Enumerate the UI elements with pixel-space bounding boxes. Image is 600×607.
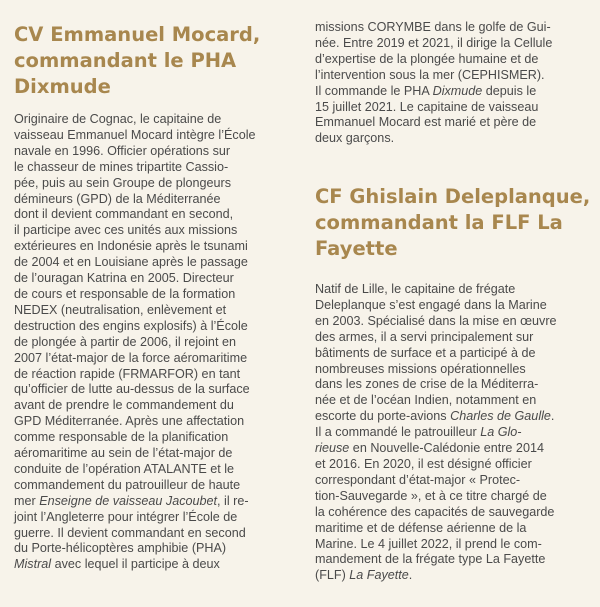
text-line: [14, 414, 256, 430]
text-line: [315, 362, 557, 378]
article2-body: [315, 282, 557, 584]
text-line: [315, 346, 557, 362]
text-segment: née et de l’océan Indien, notamment en: [315, 393, 537, 408]
text-segment: comme responsable de la planification: [14, 430, 229, 445]
text-segment: depuis le: [482, 83, 537, 98]
text-segment: démineurs (GPD) de la Méditerranée: [14, 191, 221, 206]
text-segment: de l’ouragan Katrina en 2005. Directeur: [14, 271, 234, 286]
italic-segment: Mistral: [14, 557, 52, 572]
text-segment: nombreuses missions opérationnelles: [315, 361, 526, 376]
text-line: [315, 330, 557, 346]
text-line: [14, 541, 256, 557]
article1-heading: [14, 0, 304, 100]
text-line: [14, 144, 256, 160]
text-segment: correspondant d’état-major « Protec-: [315, 472, 521, 487]
text-segment: il participe avec ces unités aux missions: [14, 223, 238, 238]
text-segment: .: [408, 568, 413, 583]
text-line: [14, 335, 256, 351]
text-segment: destruction des engins explosifs) à l’École: [14, 318, 248, 333]
text-segment: joint l’Angleterre pour intégrer l’École de: [14, 509, 238, 524]
text-segment: d’expertise de la plongée humaine et de: [315, 51, 539, 66]
text-segment: avec lequel il participe à deux: [51, 557, 220, 572]
text-line: [315, 568, 557, 584]
text-line: [14, 287, 256, 303]
text-line: [14, 128, 256, 144]
text-segment: Deleplanque s’est engagé dans la Marine: [315, 297, 547, 312]
text-line: [14, 192, 256, 208]
text-segment: du Porte-hélicoptères amphibie (PHA): [14, 541, 227, 556]
text-segment: (FLF): [315, 568, 350, 583]
text-line: [14, 462, 256, 478]
text-line: [14, 446, 256, 462]
text-segment: .: [550, 409, 555, 424]
italic-segment: rieuse: [315, 441, 350, 456]
text-segment: avant de prendre le commandement du: [14, 398, 234, 413]
text-segment: navale en 1996. Officier opérations sur: [14, 143, 231, 158]
text-line: [315, 489, 557, 505]
text-segment: 15 juillet 2021. Le capitaine de vaisseau: [315, 99, 539, 114]
text-line: [315, 552, 557, 568]
text-line: [315, 377, 557, 393]
text-segment: de 2004 et en Louisiane après le passage: [14, 255, 248, 270]
text-segment: maritime et de défense aérienne de la: [315, 520, 527, 535]
text-segment: de réaction rapide (FRMARFOR) en tant: [14, 366, 241, 381]
text-segment: Natif de Lille, le capitaine de frégate: [315, 282, 516, 296]
text-line: [14, 557, 256, 573]
text-segment: pée, puis au sein Groupe de plongeurs: [14, 175, 232, 190]
text-segment: Il a commandé le patrouilleur: [315, 425, 481, 440]
text-line: [14, 430, 256, 446]
text-line: [14, 303, 256, 319]
text-line: [315, 441, 557, 457]
text-segment: de cours et responsable de la formation: [14, 286, 236, 301]
heading-line: commandant le PHA: [14, 49, 237, 72]
text-segment: GPD Méditerranée. Après une affectation: [14, 414, 245, 429]
text-line: [14, 319, 256, 335]
italic-segment: Dixmude: [432, 83, 483, 98]
text-line: [315, 537, 557, 553]
text-line: [315, 521, 557, 537]
text-segment: bâtiments de surface et a participé à de: [315, 345, 536, 360]
text-line: [14, 160, 256, 176]
text-segment: commandement du patrouilleur de haute: [14, 477, 241, 492]
text-segment: et 2016. En 2020, il est désigné officier: [315, 456, 532, 471]
text-line: [315, 282, 557, 298]
text-segment: Emmanuel Mocard est marié et père de: [315, 115, 537, 130]
text-segment: escorte du porte-avions: [315, 409, 451, 424]
text-segment: Marine. Le 4 juillet 2022, il prend le com-: [315, 536, 542, 551]
italic-segment: Charles de Gaulle: [450, 409, 551, 424]
text-segment: deux garçons.: [315, 131, 395, 146]
text-line: [14, 398, 256, 414]
text-line: [14, 526, 256, 542]
text-segment: tion-Sauvegarde », et à ce titre chargé de: [315, 488, 547, 503]
text-line: [14, 112, 256, 128]
text-segment: en 2003. Spécialisé dans la mise en œuvre: [315, 313, 557, 328]
text-segment: , il re-: [217, 493, 249, 508]
text-line: [14, 367, 256, 383]
text-line: [14, 176, 256, 192]
heading-line: Dixmude: [14, 75, 111, 98]
text-line: [14, 510, 256, 526]
text-segment: la cohérence des capacités de sauvegarde: [315, 504, 555, 519]
text-line: [14, 255, 256, 271]
text-line: [14, 239, 256, 255]
text-line: [315, 457, 557, 473]
left-column: [14, 0, 304, 572]
text-segment: l’intervention sous la mer (CEPHISMER).: [315, 67, 545, 82]
text-segment: de plongée à partir de 2006, il rejoint en: [14, 334, 236, 349]
text-segment: conduite de l’opération ATALANTE et le: [14, 461, 235, 476]
text-segment: qu’officier de lutte au-dessus de la surface: [14, 382, 250, 397]
text-line: [14, 494, 256, 510]
text-line: [14, 351, 256, 367]
text-segment: extérieures en Indonésie après le tsunami: [14, 239, 248, 254]
text-line: [14, 207, 256, 223]
heading-line: CF Ghislain Deleplanque,: [315, 185, 591, 208]
text-line: [14, 271, 256, 287]
text-segment: mer: [14, 493, 40, 508]
text-segment: missions CORYMBE dans le golfe de Gui-: [315, 20, 551, 34]
text-segment: NEDEX (neutralisation, enlèvement et: [14, 302, 227, 317]
heading-line: CV Emmanuel Mocard,: [14, 23, 261, 46]
text-line: [14, 223, 256, 239]
text-line: [14, 478, 256, 494]
text-line: [315, 409, 557, 425]
italic-segment: Enseigne de vaisseau Jacoubet: [39, 493, 218, 508]
text-line: [315, 393, 557, 409]
text-segment: en Nouvelle-Calédonie entre 2014: [349, 441, 544, 456]
text-line: [14, 382, 256, 398]
italic-segment: La Glo-: [480, 425, 522, 440]
italic-segment: La Fayette: [349, 568, 409, 583]
text-line: [315, 314, 557, 330]
article1-body: [14, 112, 256, 573]
text-segment: dans les zones de crise de la Méditerra-: [315, 377, 539, 392]
article2-heading: [315, 0, 600, 262]
text-segment: Il commande le PHA: [315, 83, 433, 98]
text-segment: le chasseur de mines tripartite Cassio-: [14, 159, 229, 174]
text-line: [315, 298, 557, 314]
heading-line: commandant la FLF La: [315, 211, 563, 234]
text-segment: née. Entre 2019 et 2021, il dirige la Cellule: [315, 35, 553, 50]
text-segment: aéromaritime au sein de l’état-major de: [14, 446, 233, 461]
heading-line: Fayette: [315, 237, 398, 260]
text-line: [315, 473, 557, 489]
text-segment: guerre. Il devient commandant en second: [14, 525, 246, 540]
text-line: [315, 505, 557, 521]
text-segment: mandement de la frégate type La Fayette: [315, 552, 546, 567]
text-segment: Originaire de Cognac, le capitaine de: [14, 112, 222, 126]
text-segment: dont il devient commandant en second,: [14, 207, 234, 222]
text-segment: des armes, il a servi principalement sur: [315, 329, 534, 344]
text-segment: vaisseau Emmanuel Mocard intègre l’École: [14, 127, 256, 142]
text-segment: 2007 l’état-major de la force aéromaritime: [14, 350, 248, 365]
text-line: [315, 425, 557, 441]
